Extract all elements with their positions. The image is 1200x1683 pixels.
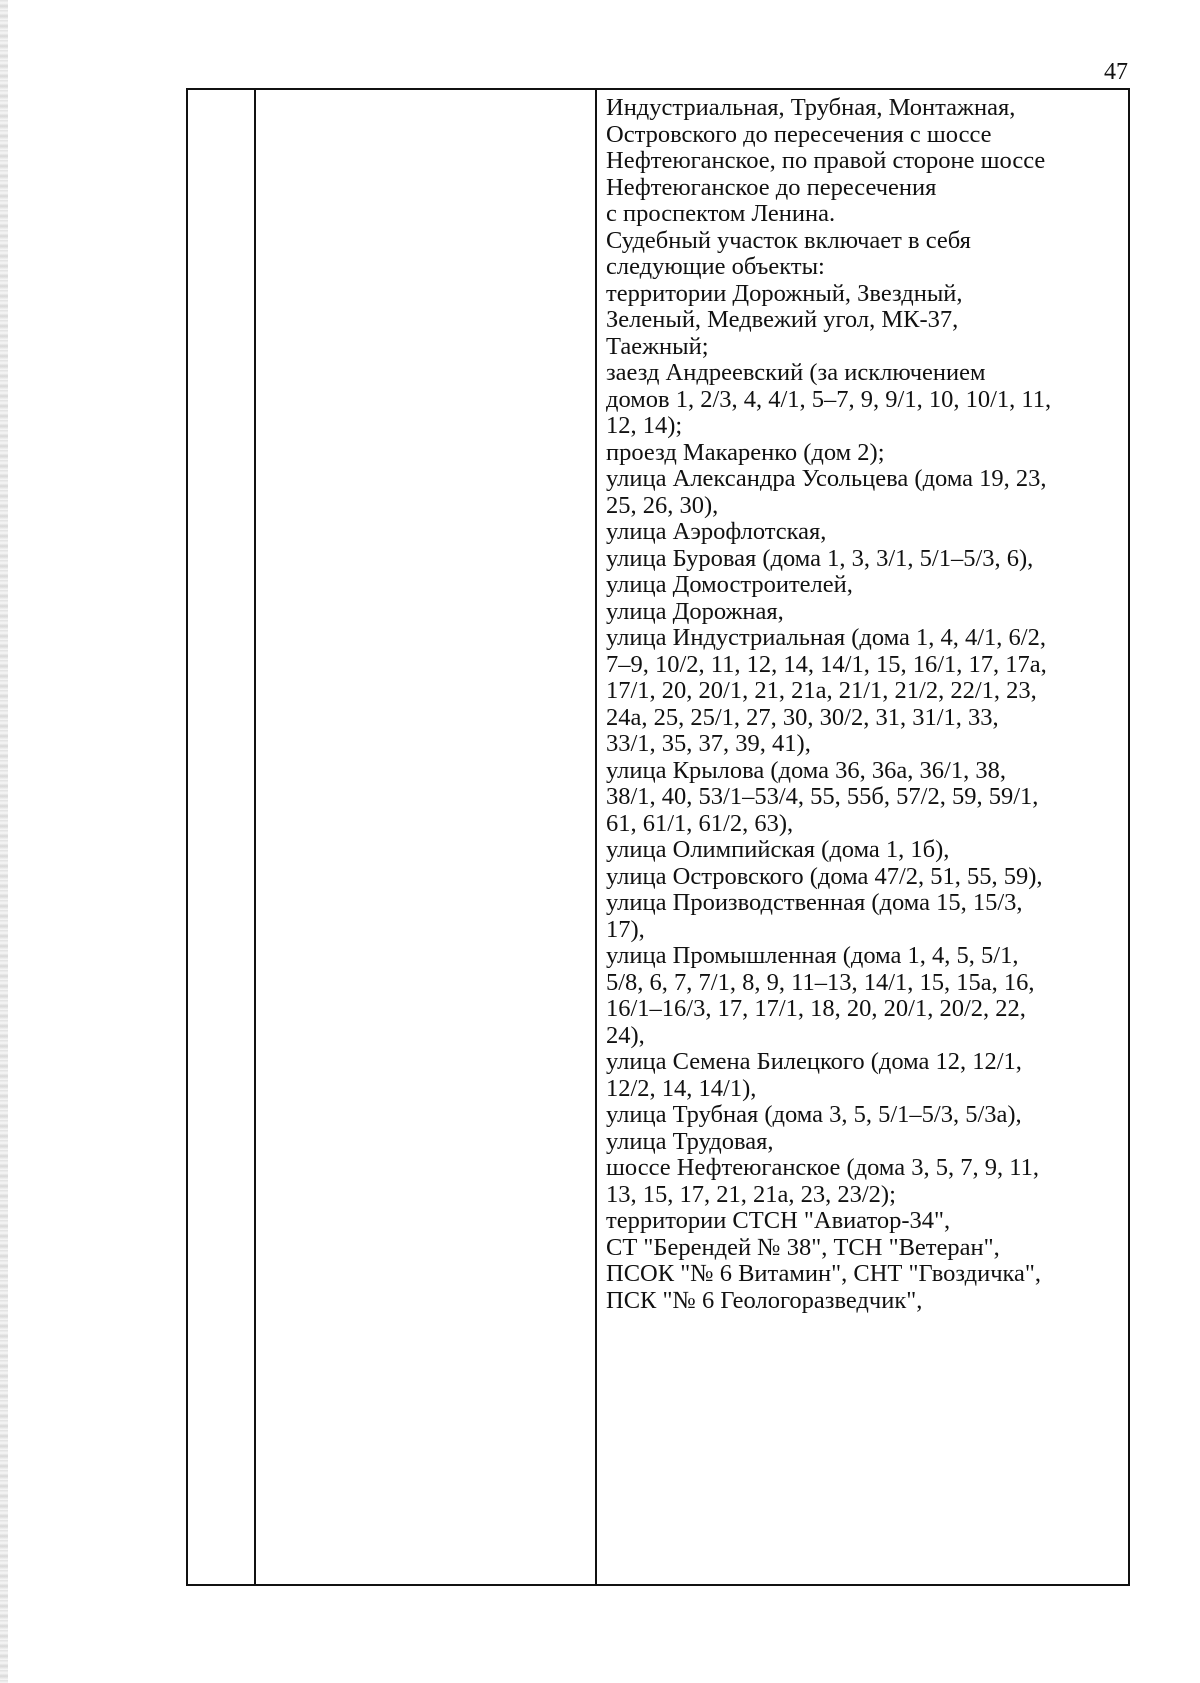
description-line: СТ "Берендей № 38", ТСН "Ветеран",	[606, 1233, 1000, 1261]
description-line: улица Александра Усольцева (дома 19, 23,	[606, 465, 1047, 492]
description-line: Нефтеюганское, по правой стороне шоссе	[606, 147, 1046, 174]
description-line: улица Дорожная,	[606, 597, 784, 625]
description-line: 16/1–16/3, 17, 17/1, 18, 20, 20/1, 20/2, 22,	[606, 995, 1026, 1022]
description-line: 12, 14);	[606, 412, 683, 439]
description-line: 12/2, 14, 14/1),	[606, 1074, 757, 1102]
description-line: Островского до пересечения с шоссе	[606, 120, 992, 148]
table-row	[187, 89, 1129, 1585]
description-line: Нефтеюганское до пересечения	[606, 173, 937, 201]
description-line: 17/1, 20, 20/1, 21, 21а, 21/1, 21/2, 22/1, 23,	[606, 677, 1037, 704]
description-line: 61, 61/1, 61/2, 63),	[606, 809, 794, 837]
description-line: улица Аэрофлотская,	[606, 518, 827, 545]
description-line: 33/1, 35, 37, 39, 41),	[606, 730, 811, 757]
description-line: 7–9, 10/2, 11, 12, 14, 14/1, 15, 16/1, 17, 17а,	[606, 650, 1047, 678]
description-line: территории Дорожный, Звездный,	[606, 279, 963, 307]
table-cell-number	[187, 89, 255, 1585]
description-line: Индустриальная, Трубная, Монтажная,	[606, 94, 1016, 121]
description-line: Зеленый, Медвежий угол, МК-37,	[606, 306, 959, 333]
description-line: шоссе Нефтеюганское (дома 3, 5, 7, 9, 11,	[606, 1154, 1039, 1181]
document-table	[186, 88, 1130, 1586]
description-line: 24а, 25, 25/1, 27, 30, 30/2, 31, 31/1, 33,	[606, 703, 999, 731]
description-line: заезд Андреевский (за исключением	[606, 359, 986, 386]
description-line: 13, 15, 17, 21, 21а, 23, 23/2);	[606, 1180, 896, 1208]
table-cell-description	[596, 89, 1129, 1585]
description-line: территории СТСН "Авиатор-34",	[606, 1207, 951, 1234]
description-line: улица Трудовая,	[606, 1127, 774, 1155]
description-line: Таежный;	[606, 332, 709, 360]
description-line: 5/8, 6, 7, 7/1, 8, 9, 11–13, 14/1, 15, 15а, 16,	[606, 968, 1035, 996]
description-line: 25, 26, 30),	[606, 491, 719, 519]
description-text	[597, 90, 1128, 1314]
description-line: улица Трубная (дома 3, 5, 5/1–5/3, 5/3а),	[606, 1101, 1022, 1128]
description-line: улица Семена Билецкого (дома 12, 12/1,	[606, 1048, 1022, 1075]
description-line: следующие объекты:	[606, 253, 825, 280]
page-number: 47	[1104, 59, 1128, 85]
description-line: 17),	[606, 915, 645, 943]
description-line: улица Крылова (дома 36, 36а, 36/1, 38,	[606, 756, 1006, 784]
description-line: 38/1, 40, 53/1–53/4, 55, 55б, 57/2, 59, 59/1,	[606, 783, 1039, 810]
description-line: ПСОК "№ 6 Витамин", СНТ "Гвоздичка",	[606, 1260, 1042, 1287]
description-line: улица Олимпийская (дома 1, 1б),	[606, 836, 950, 863]
description-line: Судебный участок включает в себя	[606, 226, 971, 254]
description-line: улица Домостроителей,	[606, 571, 853, 598]
description-line: улица Промышленная (дома 1, 4, 5, 5/1,	[606, 942, 1019, 969]
scan-left-edge	[0, 0, 8, 1683]
description-line: проезд Макаренко (дом 2);	[606, 438, 885, 466]
description-line: с проспектом Ленина.	[606, 200, 836, 227]
description-line: домов 1, 2/3, 4, 4/1, 5–7, 9, 9/1, 10, 10/1, 11,	[606, 385, 1052, 413]
table-cell-name	[255, 89, 596, 1585]
description-line: улица Индустриальная (дома 1, 4, 4/1, 6/2,	[606, 624, 1046, 651]
description-line: улица Островского (дома 47/2, 51, 55, 59),	[606, 862, 1043, 890]
description-line: ПСК "№ 6 Геологоразведчик",	[606, 1286, 923, 1314]
description-line: улица Буровая (дома 1, 3, 3/1, 5/1–5/3, 6),	[606, 544, 1034, 572]
description-line: 24),	[606, 1021, 645, 1049]
description-line: улица Производственная (дома 15, 15/3,	[606, 889, 1023, 916]
